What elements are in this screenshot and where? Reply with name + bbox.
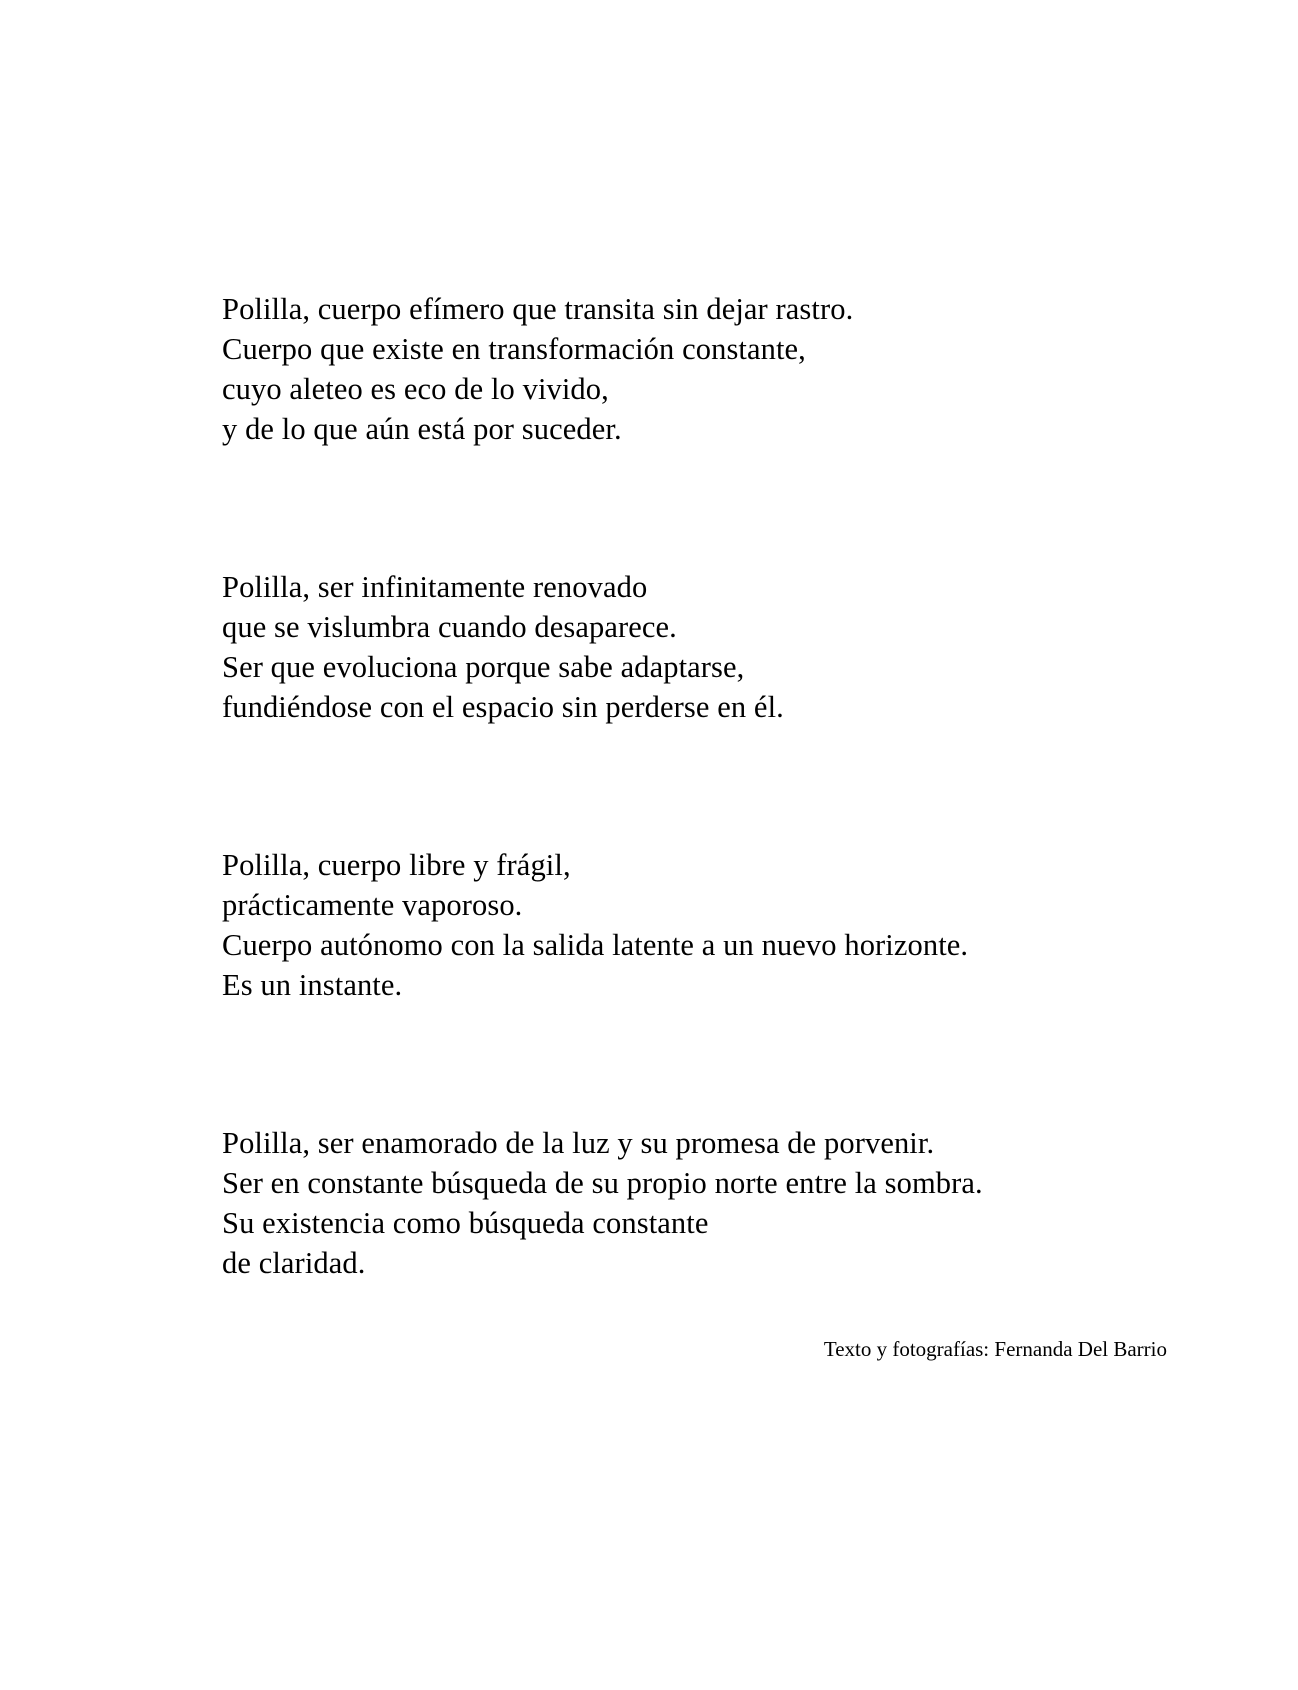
poem-line: Polilla, cuerpo libre y frágil, (222, 848, 571, 882)
author-credit: Texto y fotografías: Fernanda Del Barrio (823, 1337, 1167, 1361)
poem-line: Polilla, cuerpo efímero que transita sin dejar rastro. (222, 292, 854, 326)
poem-line: Cuerpo que existe en transformación constante, (222, 332, 806, 366)
poem-line: Ser que evoluciona porque sabe adaptarse, (222, 650, 745, 684)
poem-line: fundiéndose con el espacio sin perderse en él. (222, 690, 784, 724)
poem-line: de claridad. (222, 1246, 366, 1280)
poem-line: y de lo que aún está por suceder. (222, 412, 622, 446)
stanza-4 (222, 1123, 1122, 1283)
poem-line: Polilla, ser enamorado de la luz y su promesa de porvenir. (222, 1126, 935, 1160)
poem-line: Cuerpo autónomo con la salida latente a un nuevo horizonte. (222, 928, 969, 962)
poem-line: Su existencia como búsqueda constante (222, 1206, 709, 1240)
stanza-1 (222, 289, 1122, 449)
poem-line: Ser en constante búsqueda de su propio norte entre la sombra. (222, 1166, 983, 1200)
poem-line: prácticamente vaporoso. (222, 888, 523, 922)
poem-line: Polilla, ser infinitamente renovado (222, 570, 648, 604)
poem-line: cuyo aleteo es eco de lo vivido, (222, 372, 609, 406)
poem (222, 289, 1122, 1283)
stanza-3 (222, 845, 1122, 1005)
poem-line: que se vislumbra cuando desaparece. (222, 610, 677, 644)
poem-line: Es un instante. (222, 968, 403, 1002)
stanza-2 (222, 567, 1122, 727)
